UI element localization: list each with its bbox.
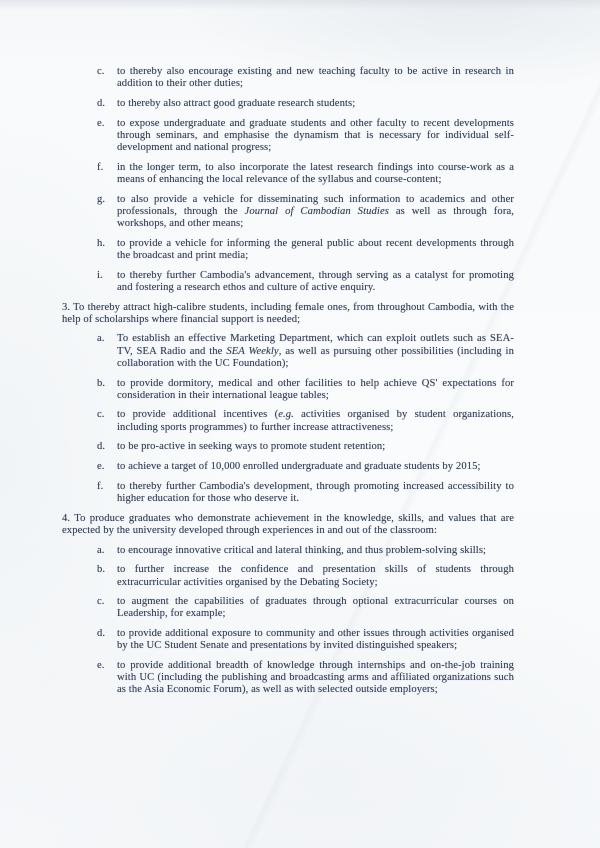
list-item-text: to provide dormitory, medical and other facilities to help achieve QS' expectations for consideration in their international league tables;: [117, 377, 514, 401]
list-item: [62, 238, 514, 262]
document-content: [62, 66, 514, 704]
text-segment: , as well as pursuing other possibilities (including in collaboration with the UC Foundation);: [117, 345, 514, 369]
list-item: [62, 564, 514, 588]
italic-journal-title: Journal of Cambodian Studies: [244, 205, 389, 217]
list-item: [62, 270, 514, 294]
list-item: [62, 481, 514, 505]
list-item-marker: b.: [97, 377, 106, 389]
list-item: [62, 333, 514, 370]
list-item-text: in the longer term, to also incorporate the latest research findings into course-work as a means of enhancing the local relevance of the syllabus and course-content;: [117, 161, 514, 185]
list-item-text: to thereby also attract good graduate research students;: [117, 97, 356, 109]
italic-publication-title: SEA Weekly: [226, 345, 279, 357]
list-item-marker: g.: [97, 193, 106, 205]
text-segment: activities organised by student organizations, including sports programmes) to further increase attractiveness;: [117, 409, 515, 433]
list-item-marker: a.: [97, 544, 105, 556]
section-3-heading: 3. To thereby attract high-calibre students, including female ones, from throughout Cambodia, with the help of scholarships where financial support is needed;: [62, 301, 514, 325]
section-4-sublist: [62, 545, 514, 697]
list-item-marker: f.: [97, 161, 104, 173]
list-item-marker: c.: [97, 596, 105, 608]
list-item-marker: d.: [97, 441, 106, 453]
list-item: [62, 441, 514, 453]
list-item-text: [117, 333, 514, 368]
list-item-text: to thereby also encourage existing and new teaching faculty to be active in research in addition to their other duties;: [117, 66, 514, 90]
list-item-text: to provide additional exposure to community and other issues through activities organised by the UC Student Senate and presentations by invited distinguished speakers;: [117, 628, 514, 652]
list-item-marker: f.: [97, 480, 104, 492]
list-item-marker: i.: [97, 269, 103, 281]
list-item-text: [117, 194, 514, 229]
list-item-text: to expose undergraduate and graduate students and other faculty to recent developments through seminars, and emphasise the dynamism that is necessary for individual self-development and national progress;: [117, 117, 514, 154]
text-segment: as well as through fora, workshops, and other means;: [117, 205, 515, 230]
text-segment: to provide additional incentives (: [117, 409, 279, 421]
list-item: [62, 118, 514, 155]
list-item-marker: e.: [97, 461, 105, 473]
list-item-text: to be pro-active in seeking ways to promote student retention;: [117, 441, 386, 453]
list-item: [62, 628, 514, 652]
list-item: [62, 461, 514, 473]
list-item-text: to thereby further Cambodia's advancement, through serving as a catalyst for promoting and fostering a research ethos and culture of active enquiry.: [117, 269, 514, 293]
list-item-text: to achieve a target of 10,000 enrolled undergraduate and graduate students by 2015;: [117, 461, 481, 473]
list-item-text: to thereby further Cambodia's development, through promoting increased accessibility to higher education for those who deserve it.: [117, 480, 514, 504]
list-item-marker: d.: [97, 628, 106, 640]
list-item-marker: c.: [97, 409, 105, 421]
list-item: [62, 378, 514, 402]
list-item: [62, 194, 514, 231]
list-item: [62, 98, 514, 110]
list-item-text: to encourage innovative critical and lateral thinking, and thus problem-solving skills;: [117, 544, 487, 556]
list-item: [62, 660, 514, 697]
list-item-text: to augment the capabilities of graduates through optional extracurricular courses on Leadership, for example;: [117, 596, 514, 620]
list-item-marker: e.: [97, 117, 105, 129]
list-item-marker: d.: [97, 97, 106, 109]
list-item: [62, 409, 514, 433]
list-item-marker: b.: [97, 564, 106, 576]
objectives-sublist-continued: [62, 66, 514, 294]
list-item-text: to provide additional breadth of knowledge through internships and on-the-job training with UC (including the publishing and broadcasting arms and affiliated organizations such as the Asia Economic Forum), as well as with selected outside employers;: [117, 660, 514, 696]
text-segment: To establish an effective Marketing Department, which can exploit outlets such as SEA-TV, SEA Radio and the: [117, 333, 514, 357]
list-item: [62, 545, 514, 557]
list-item: [62, 66, 514, 90]
list-item: [62, 162, 514, 186]
list-item-text: to further increase the confidence and presentation skills of students through extracurricular activities organised by the Debating Society;: [117, 564, 514, 588]
section-4-heading: 4. To produce graduates who demonstrate achievement in the knowledge, skills, and values that are expected by the university developed through experiences in and out of the classroom:: [62, 512, 514, 536]
list-item: [62, 596, 514, 620]
list-item-text: [117, 409, 514, 432]
list-item-marker: h.: [97, 237, 106, 249]
list-item-marker: c.: [97, 66, 105, 77]
section-3-sublist: [62, 333, 514, 505]
list-item-text: to provide a vehicle for informing the general public about recent developments through the broadcast and print media;: [117, 237, 514, 261]
scan-crease-artifact: [0, 0, 600, 10]
text-segment: to also provide a vehicle for disseminating such information to academics and other professionals, through the: [117, 193, 514, 217]
list-item-marker: a.: [97, 333, 105, 345]
italic-eg-abbrev: e.g.: [278, 409, 294, 421]
list-item-marker: e.: [97, 660, 105, 672]
